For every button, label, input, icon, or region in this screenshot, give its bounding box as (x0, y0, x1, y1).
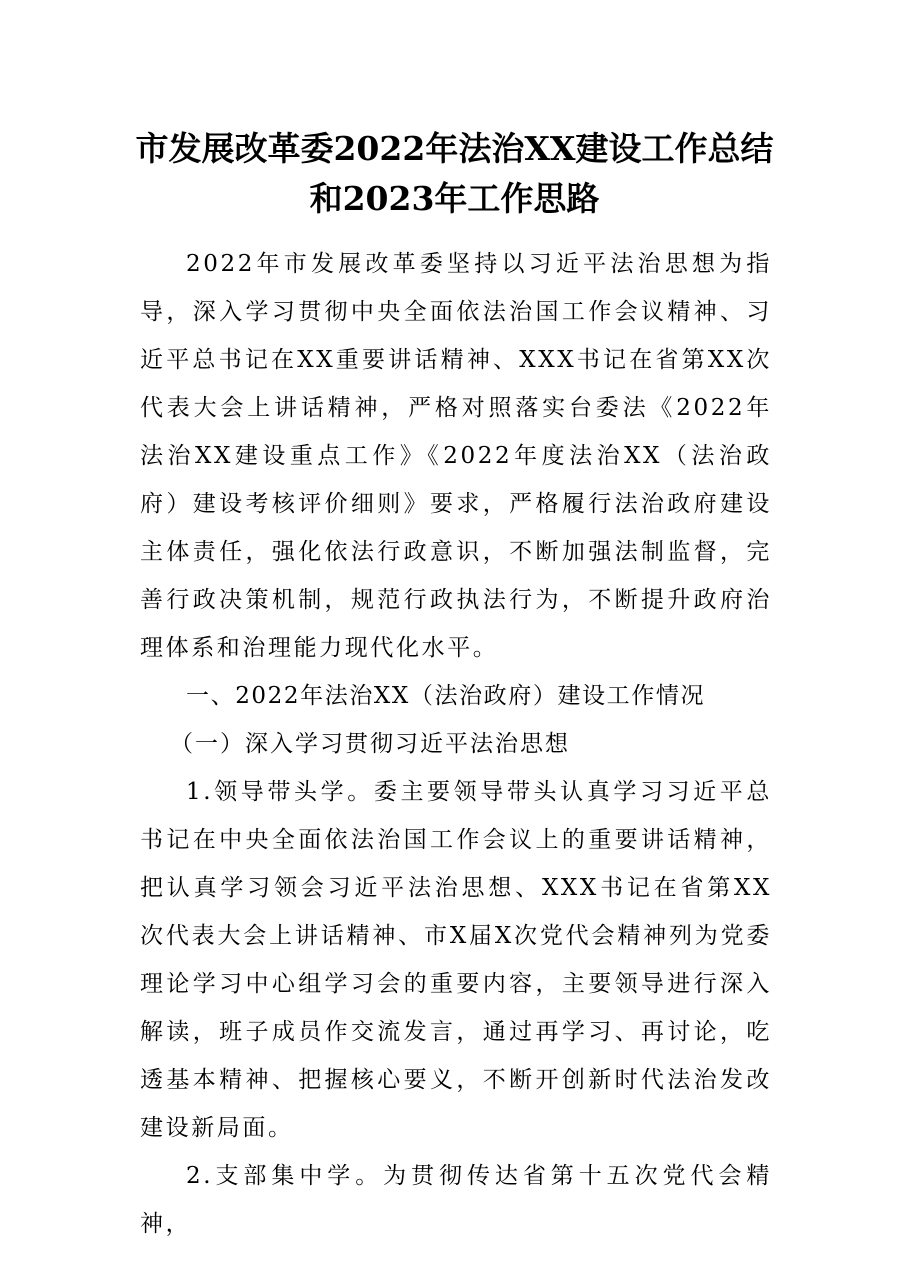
document-body (140, 240, 772, 1248)
title-line-1: 市发展改革委2022年法治XX建设工作总结 (135, 129, 774, 168)
section-heading: 一、2022年法治XX（法治政府）建设工作情况 (186, 683, 706, 709)
item-1-paragraph: 1.领导带头学。委主要领导带头认真学习习近平总书记在中央全面依法治国工作会议上的重要讲话精神，把认真学习领会习近平法治思想、XXX书记在省第XX次代表大会上讲话精神、市X届X次党代会精神列为党委理论学习中心组学习会的重要内容，主要领导进行深入解读，班子成员作交流发言，通过再学习、再讨论，吃透基本精神、把握核心要义，不断开创新时代法治发改建设新局面。 (140, 779, 772, 1141)
intro-paragraph: 2022年市发展改革委坚持以习近平法治思想为指导，深入学习贯彻中央全面依法治国工作会议精神、习近平总书记在XX重要讲话精神、XXX书记在省第XX次代表大会上讲话精神，严格对照落实台委法《2022年法治XX建设重点工作》《2022年度法治XX（法治政府）建设考核评价细则》要求，严格履行法治政府建设主体责任，强化依法行政意识，不断加强法制监督，完善行政决策机制，规范行政执法行为，不断提升政府治理体系和治理能力现代化水平。 (140, 251, 772, 661)
subsection-heading: （一）深入学习贯彻习近平法治思想 (170, 731, 570, 757)
title-line-2: 和2023年工作思路 (309, 179, 600, 218)
item-2-paragraph: 2.支部集中学。为贯彻传达省第十五次党代会精神， (140, 1163, 772, 1237)
document-title (120, 124, 789, 224)
